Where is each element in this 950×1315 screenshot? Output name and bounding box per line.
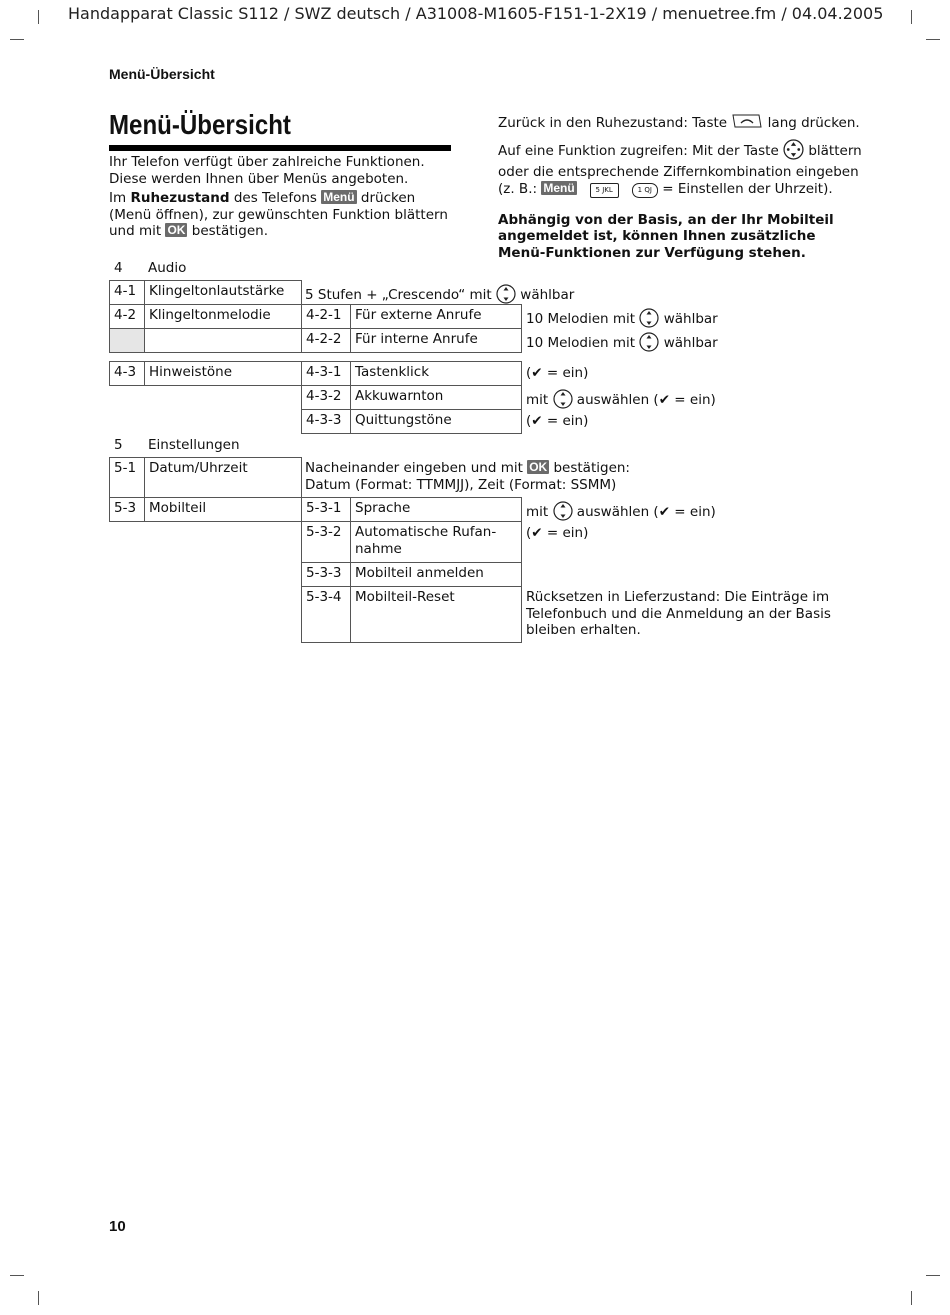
menu-description <box>526 389 716 414</box>
submenu-label: Für interne Anrufe <box>350 328 522 353</box>
desc-text: = ein) <box>542 525 589 541</box>
desc-text: wählbar <box>659 311 718 327</box>
intro-text: des Telefons <box>229 190 322 206</box>
section-label: Audio <box>148 260 187 276</box>
page-number: 10 <box>109 1218 126 1235</box>
submenu-label: Mobilteil anmelden <box>350 562 522 587</box>
crop-mark <box>926 1275 940 1276</box>
submenu-number: 5-3-2 <box>301 521 351 563</box>
submenu-label <box>350 521 522 563</box>
running-title: Menü-Übersicht <box>109 66 215 82</box>
nav-key-icon <box>553 389 573 414</box>
desc-text: = ein) <box>542 413 589 429</box>
submenu-number: 4-3-2 <box>301 385 351 410</box>
menu-number: 4-2 <box>109 304 145 329</box>
crop-mark <box>10 39 24 40</box>
menu-label: Klingeltonlautstärke <box>144 280 302 305</box>
menu-description: Rücksetzen in Lieferzustand: Die Einträge im Telefonbuch und die Anmeldung an der Basis bleiben erhalten. <box>526 589 831 638</box>
digit-1-key: 1 QJ <box>632 183 658 198</box>
digit-5-key: 5 JKL <box>590 183 619 198</box>
menu-description <box>526 332 718 357</box>
desc-text: 10 Melodien mit <box>526 311 640 327</box>
menu-description <box>526 525 588 542</box>
title-rule <box>109 145 451 151</box>
intro-bold: Ruhezustand <box>130 190 230 206</box>
nav-key-icon <box>639 332 659 357</box>
nav-key-icon <box>783 139 804 165</box>
menu-number: 5-3 <box>109 497 145 522</box>
desc-text: mit <box>526 504 553 520</box>
desc-line: Datum (Format: TTMMJJ), Zeit (Format: SSMM) <box>305 476 617 493</box>
desc-text: wählbar <box>515 287 575 303</box>
right-text: (z. B.: <box>498 180 542 197</box>
desc-text: = ein) <box>670 392 716 408</box>
menu-label: Datum/Uhrzeit <box>144 457 302 498</box>
menu-number: 4-1 <box>109 280 145 305</box>
section-number: 4 <box>114 260 123 276</box>
right-line <box>498 112 860 137</box>
ok-key: OK <box>529 460 548 474</box>
ok-key: OK <box>167 223 186 237</box>
menu-description <box>526 308 718 333</box>
crop-mark <box>911 10 912 24</box>
desc-text: bestätigen: <box>549 460 630 476</box>
desc-text: 10 Melodien mit <box>526 335 640 351</box>
menu-label: Klingeltonmelodie <box>144 304 302 329</box>
intro-text: Im <box>109 190 131 206</box>
desc-text: mit <box>526 392 553 408</box>
right-line <box>498 139 862 165</box>
section-number: 5 <box>114 437 123 453</box>
right-text: = Einstellen der Uhrzeit). <box>657 180 833 197</box>
section-label: Einstellungen <box>148 437 240 453</box>
base-note: Abhängig von der Basis, an der Ihr Mobilteil angemeldet ist, können Ihnen zusätzliche Menü-Funktionen zur Verfügung stehen. <box>498 211 834 261</box>
crop-mark <box>10 1275 24 1276</box>
desc-text: ( <box>526 525 532 541</box>
desc-text: ( <box>526 365 532 381</box>
menu-number: 4-3 <box>109 361 145 386</box>
crop-mark <box>926 39 940 40</box>
submenu-label: Mobilteil-Reset <box>350 586 522 643</box>
crop-mark <box>911 1291 912 1305</box>
desc-text: auswählen ( <box>572 392 659 408</box>
desc-line <box>305 460 630 477</box>
desc-text: = ein) <box>542 365 589 381</box>
nav-key-icon <box>639 308 659 333</box>
submenu-label: Für externe Anrufe <box>350 304 522 329</box>
menu-description <box>526 501 716 526</box>
submenu-number: 4-2-2 <box>301 328 351 353</box>
right-text: Auf eine Funktion zugreifen: Mit der Taste <box>498 142 784 159</box>
right-text: blättern <box>804 142 862 159</box>
submenu-label: Akkuwarnton <box>350 385 522 410</box>
crop-mark <box>38 10 39 24</box>
submenu-label: Sprache <box>350 497 522 522</box>
intro-paragraph <box>109 154 454 187</box>
intro-paragraph-2 <box>109 190 454 240</box>
menu-key: Menü <box>543 180 575 195</box>
desc-text: auswählen ( <box>572 504 659 520</box>
menu-description <box>305 460 630 493</box>
submenu-number: 5-3-3 <box>301 562 351 587</box>
end-call-key-icon <box>731 112 763 137</box>
submenu-number: 4-3-1 <box>301 361 351 386</box>
menu-description <box>526 413 588 430</box>
nav-key-icon <box>553 501 573 526</box>
checkmark-icon: ✔ <box>658 504 671 520</box>
menu-label: Hinweistöne <box>144 361 302 386</box>
right-column <box>498 112 862 261</box>
menu-key: Menü <box>323 190 355 204</box>
intro-text: bestätigen. <box>187 223 269 239</box>
menu-label: Mobilteil <box>144 497 302 522</box>
submenu-label: Quittungstöne <box>350 409 522 434</box>
menu-number: 5-1 <box>109 457 145 498</box>
label-line: Automatische Rufan- <box>355 524 497 540</box>
right-text: lang drücken. <box>763 115 860 131</box>
submenu-number: 5-3-1 <box>301 497 351 522</box>
crop-mark <box>38 1291 39 1305</box>
intro-text: drücken (Menü öffnen), zur gewünschten Funktion blättern und mit <box>109 190 448 239</box>
desc-text: ( <box>526 413 532 429</box>
intro-text: Ihr Telefon verfügt über zahlreiche Funktionen. Diese werden Ihnen über Menüs angeboten. <box>109 154 425 187</box>
menu-description <box>526 365 588 382</box>
desc-text: 5 Stufen + „Crescendo“ mit <box>305 287 496 303</box>
right-line <box>498 181 843 198</box>
submenu-label: Tastenklick <box>350 361 522 386</box>
empty-cell <box>109 328 145 353</box>
submenu-number: 4-3-3 <box>301 409 351 434</box>
right-text: Zurück in den Ruhezustand: Taste <box>498 115 732 131</box>
checkmark-icon: ✔ <box>531 525 543 541</box>
desc-text: Nacheinander eingeben und mit <box>305 460 528 476</box>
checkmark-icon: ✔ <box>658 392 671 408</box>
file-header: Handapparat Classic S112 / SWZ deutsch / A31008-M1605-F151-1-2X19 / menuetree.fm / 04.04.2005 <box>68 4 884 23</box>
desc-text: wählbar <box>659 335 718 351</box>
right-line: oder die entsprechende Ziffernkombination eingeben <box>498 164 859 180</box>
checkmark-icon: ✔ <box>531 413 543 429</box>
desc-text: = ein) <box>670 504 716 520</box>
submenu-number: 4-2-1 <box>301 304 351 329</box>
submenu-number: 5-3-4 <box>301 586 351 643</box>
empty-cell <box>144 328 302 353</box>
checkmark-icon: ✔ <box>531 365 543 381</box>
label-line: nahme <box>355 540 402 557</box>
page-title: Menü-Übersicht <box>109 109 291 140</box>
